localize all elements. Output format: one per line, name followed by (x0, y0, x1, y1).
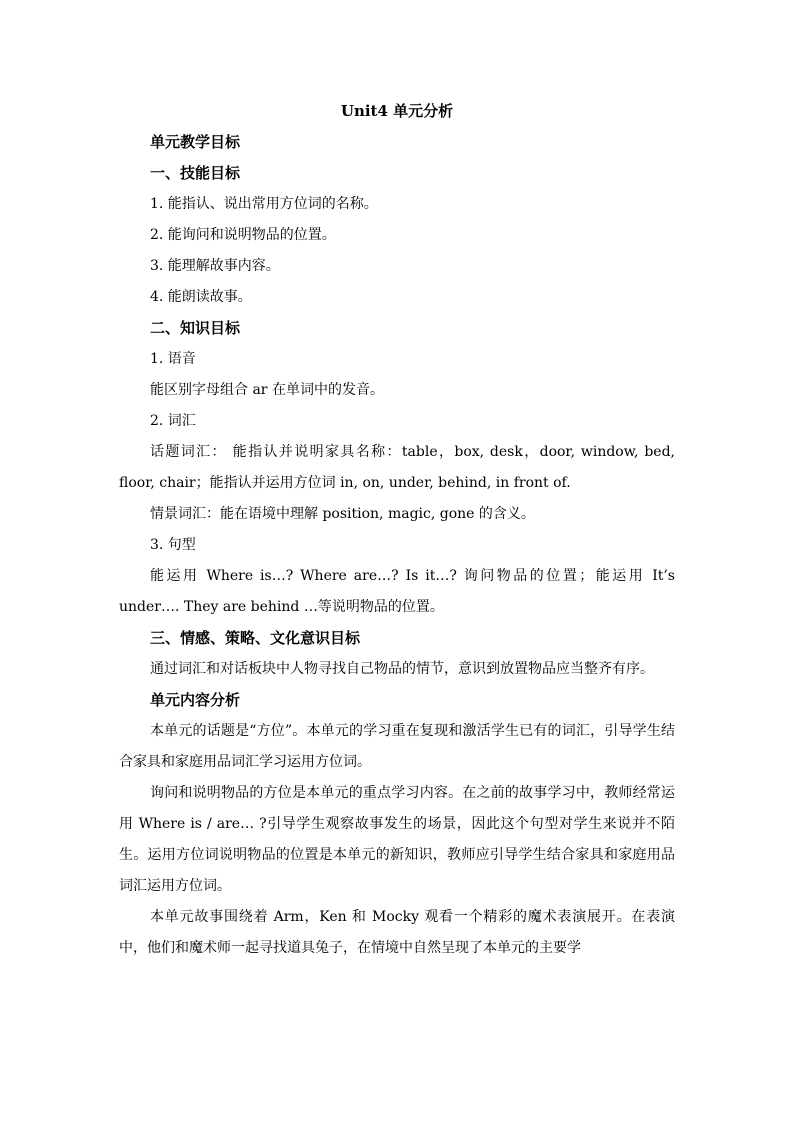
content-paragraph-2: 询问和说明物品的方位是本单元的重点学习内容。在之前的故事学习中，教师经常运用 Where is / are… ?引导学生观察故事发生的场景，因此这个句型对学生来说并不陌生。运用方位词说明物品的位置是本单元的新知识，教师应引导学生结合家具和家庭用品词汇运用方位词。 (119, 785, 675, 894)
phonics-text: 能区别字母组合 ar 在单词中的发音。 (150, 382, 384, 398)
phonics-label: 1. 语音 (150, 351, 196, 367)
pattern-paragraph: 能运用 Where is…? Where are…? Is it…? 询问物品的位置；能运用 It’s under…. They are behind …等说明物品的位置。 (119, 568, 675, 615)
affect-heading: 三、情感、策略、文化意识目标 (150, 629, 361, 647)
knowledge-heading: 二、知识目标 (150, 319, 241, 337)
goals-heading: 单元教学目标 (150, 133, 241, 151)
skill-item: 2. 能询问和说明物品的位置。 (150, 227, 336, 243)
vocab-topic-paragraph: 话题词汇： 能指认并说明家具名称：table，box, desk，door, window, bed, floor, chair；能指认并运用方位词 in, on, under, behind, in front of. (119, 444, 675, 491)
vocab-label: 2. 词汇 (150, 413, 196, 429)
skills-heading: 一、技能目标 (150, 164, 241, 182)
page-title: Unit4 单元分析 (340, 102, 454, 120)
skill-item: 4. 能朗读故事。 (150, 289, 252, 305)
skill-item: 1. 能指认、说出常用方位词的名称。 (150, 196, 378, 212)
content-paragraph-1: 本单元的话题是“方位”。本单元的学习重在复现和激活学生已有的词汇，引导学生结合家具和家庭用品词汇学习运用方位词。 (119, 723, 675, 770)
skill-item: 3. 能理解故事内容。 (150, 258, 280, 274)
affect-paragraph: 通过词汇和对话板块中人物寻找自己物品的情节，意识到放置物品应当整齐有序。 (150, 661, 654, 677)
content-paragraph-3: 本单元故事围绕着 Arm，Ken 和 Mocky 观看一个精彩的魔术表演展开。在表演中，他们和魔术师一起寻找道具兔子，在情境中自然呈现了本单元的主要学 (119, 909, 675, 956)
vocab-context: 情景词汇：能在语境中理解 position, magic, gone 的含义。 (150, 506, 535, 522)
pattern-label: 3. 句型 (150, 537, 196, 553)
content-heading: 单元内容分析 (150, 691, 241, 709)
document-page (119, 96, 675, 964)
